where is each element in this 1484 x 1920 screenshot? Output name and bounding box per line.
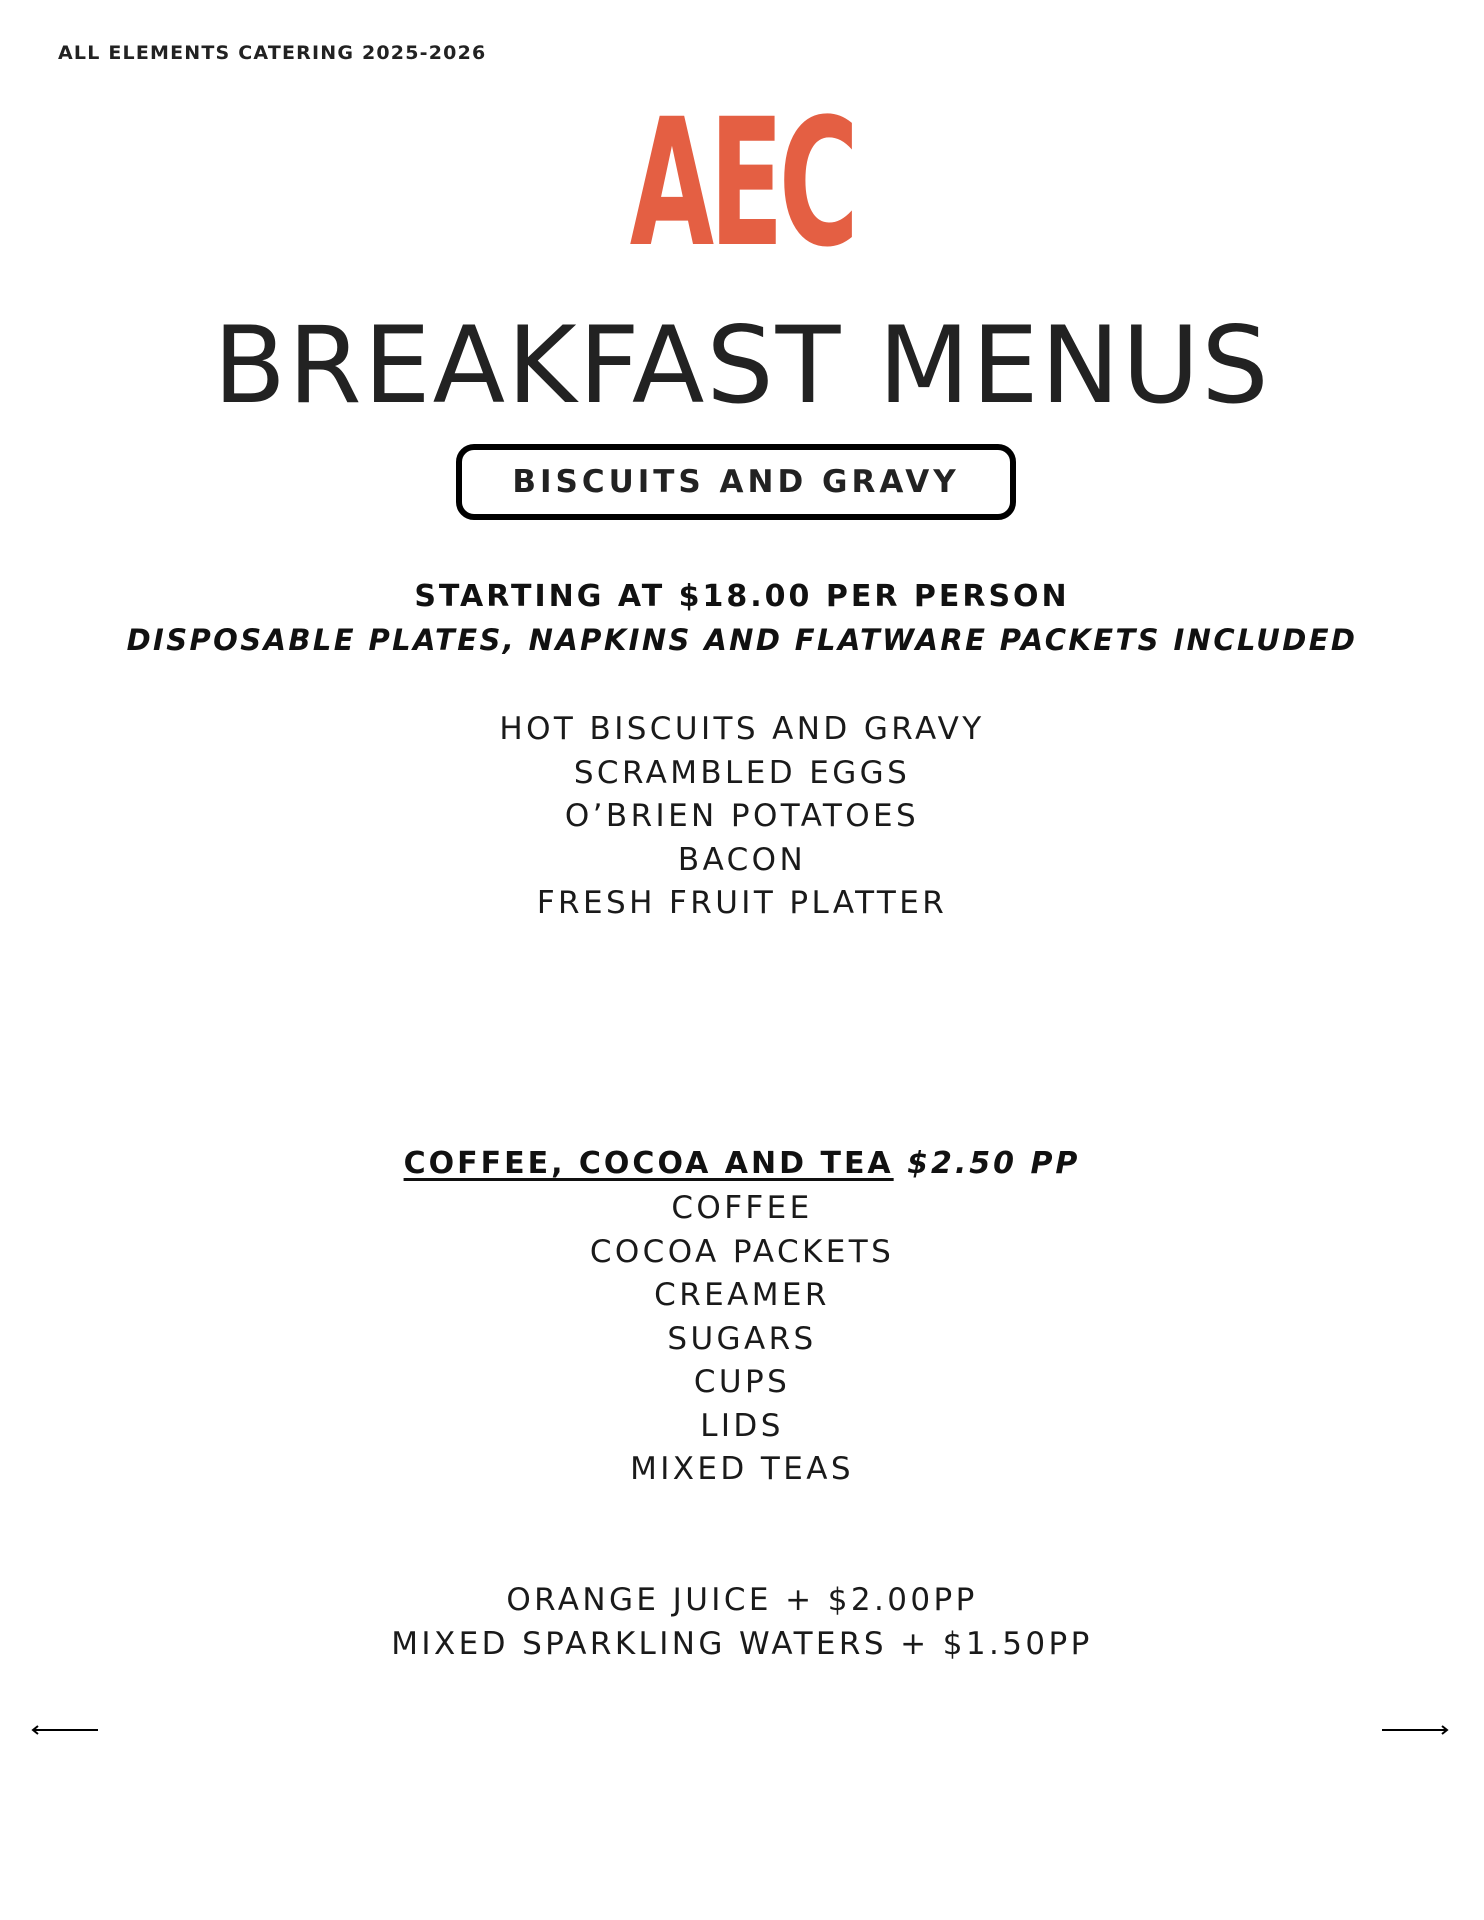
beverage-section-heading: [0, 1146, 1484, 1181]
list-item: COCOA PACKETS: [589, 1233, 895, 1270]
menu-section-badge: BISCUITS AND GRAVY: [456, 444, 1016, 520]
arrow-right-icon[interactable]: [1380, 1722, 1450, 1736]
page-title: BREAKFAST MENUS: [213, 304, 1271, 427]
list-item: FRESH FRUIT PLATTER: [536, 885, 948, 921]
list-item: CREAMER: [654, 1277, 830, 1313]
aec-logo: [0, 81, 1484, 286]
aec-logo-text: AEC: [629, 81, 855, 286]
starting-price-text: STARTING AT $18.00 PER PERSON: [414, 579, 1070, 614]
list-item: SUGARS: [667, 1320, 817, 1357]
breakfast-items-list: [0, 708, 1484, 926]
list-item: MIXED TEAS: [630, 1451, 854, 1487]
list-item: COFFEE: [671, 1190, 813, 1226]
list-item: MIXED SPARKLING WATERS + $1.50PP: [391, 1625, 1093, 1662]
beverage-heading-price: $2.50 PP: [907, 1146, 1081, 1181]
addon-items-list: [0, 1579, 1484, 1666]
list-item: ORANGE JUICE + $2.00PP: [506, 1582, 978, 1618]
list-item: O’BRIEN POTATOES: [564, 798, 920, 834]
beverage-heading-title: COFFEE, COCOA AND TEA: [403, 1146, 894, 1181]
arrow-right-icon-graphic: [1380, 1723, 1450, 1737]
list-item: HOT BISCUITS AND GRAVY: [499, 711, 985, 747]
list-item: BACON: [677, 841, 807, 878]
included-items-note: DISPOSABLE PLATES, NAPKINS AND FLATWARE PACKETS INCLUDED: [126, 623, 1358, 657]
list-item: LIDS: [700, 1407, 784, 1444]
beverage-items-list: [0, 1187, 1484, 1492]
list-item: SCRAMBLED EGGS: [573, 754, 911, 791]
arrow-left-icon[interactable]: [30, 1722, 100, 1736]
arrow-left-icon-graphic: [30, 1723, 100, 1737]
document-header-label: ALL ELEMENTS CATERING 2025-2026: [58, 42, 487, 64]
list-item: CUPS: [693, 1364, 791, 1400]
